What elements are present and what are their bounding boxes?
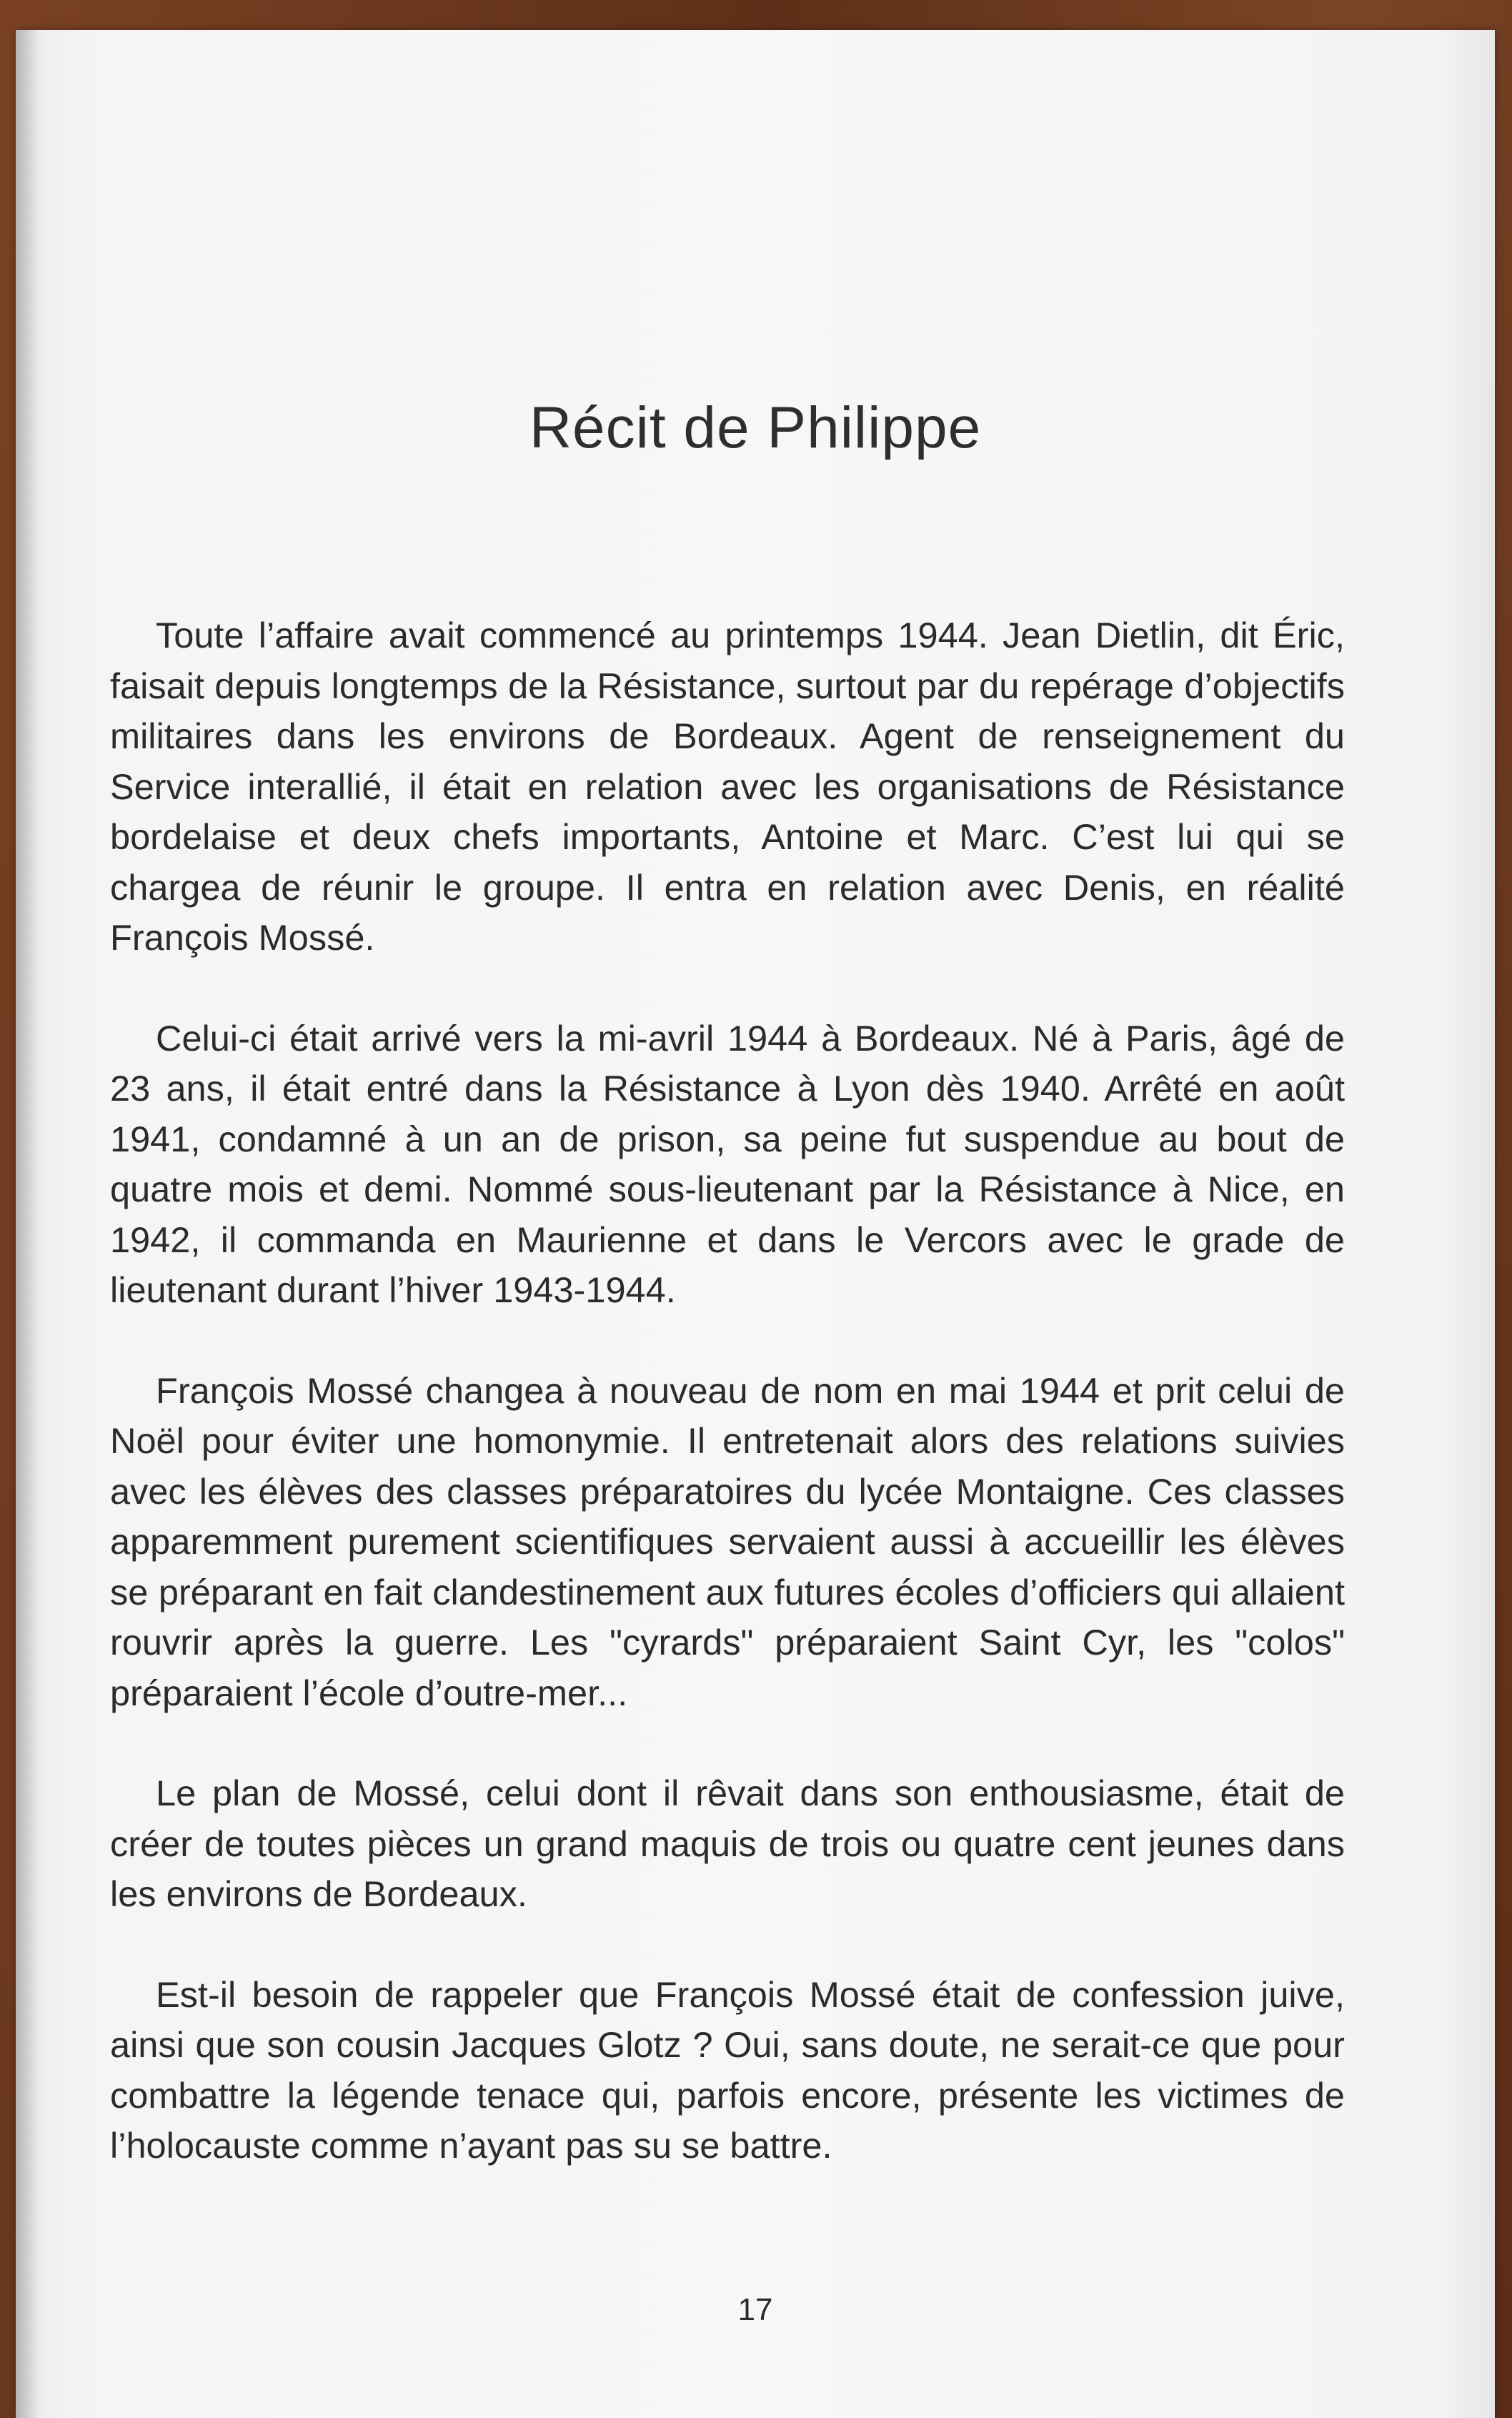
chapter-title: Récit de Philippe — [529, 395, 982, 460]
paragraph: Celui-ci était arrivé vers la mi-avril 1944 à Bordeaux. Né à Paris, âgé de 23 ans, il était entré dans la Résistance à Lyon dès 1940. Arrêté en août 1941, condamné à un an de prison, sa peine fut suspendue au bout de quatre mois et demi. Nommé sous-lieutenant par la Résistance à Nice, en 1942, il commanda en Maurienne et dans le Vercors avec le grade de lieutenant durant l’hiver 1943-1944. — [110, 1017, 1345, 1310]
body-text — [110, 610, 1345, 2221]
paragraph: Le plan de Mossé, celui dont il rêvait dans son enthousiasme, était de créer de toutes pièces un grand maquis de trois ou quatre cent jeunes dans les environs de Bordeaux. — [110, 1773, 1345, 1914]
book-page — [16, 30, 1495, 2418]
paragraph: Est-il besoin de rappeler que François Mossé était de confession juive, ainsi que son cousin Jacques Glotz ? Oui, sans doute, ne serait-ce que pour combattre la légende tenace qui, parfois encore, présente les victimes de l’holocauste comme n’ayant pas su se battre. — [110, 1973, 1345, 2166]
spine-shadow — [16, 30, 43, 2418]
paragraph: François Mossé changea à nouveau de nom en mai 1944 et prit celui de Noël pour éviter une homonymie. Il entretenait alors des relations suivies avec les élèves des classes préparatoires du lycée Montaigne. Ces classes apparemment purement scientifiques servaient aussi à accueillir les élèves se préparant en fait clandestinement aux futures écoles d’officiers qui allaient rouvrir après la guerre. Les "cyrards" préparaient Saint Cyr, les "colos" préparaient l’école d’outre-mer... — [110, 1369, 1345, 1713]
page-number: 17 — [737, 2292, 773, 2327]
paragraph: Toute l’affaire avait commencé au printemps 1944. Jean Dietlin, dit Éric, faisait depuis longtemps de la Résistance, surtout par du repérage d’objectifs militaires dans les environs de Bordeaux. Agent de renseignement du Service interallié, il était en relation avec les organisations de Résistance bordelaise et deux chefs importants, Antoine et Marc. C’est lui qui se chargea de réunir le groupe. Il entra en relation avec Denis, en réalité François Mossé. — [110, 615, 1345, 958]
